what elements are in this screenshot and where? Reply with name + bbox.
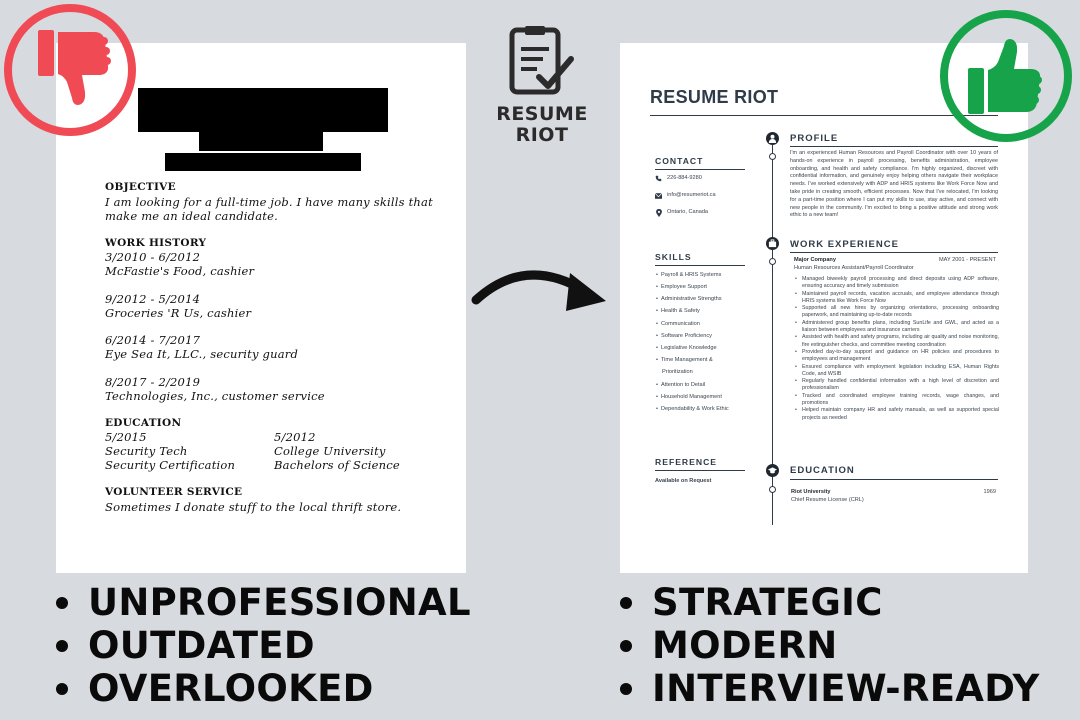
bad-trait-item: UNPROFESSIONAL <box>54 581 471 624</box>
skill-item: • Administrative Strengths <box>656 296 722 302</box>
bad-objective-heading: OBJECTIVE <box>105 181 176 193</box>
skill-item: • Payroll & HRIS Systems <box>656 272 721 278</box>
good-resume-title: RESUME RIOT <box>650 87 779 107</box>
clipboard-check-icon <box>507 25 577 97</box>
person-icon <box>768 134 777 143</box>
contact-phone: 226-884-9280 <box>667 175 702 181</box>
work-bullet: • Administered group benefits plans, including SunLife and GWL, and acted as a liaison between employees and insurance carriers <box>802 320 999 335</box>
thumbs-up-badge <box>940 10 1072 142</box>
bad-edu-item: Security Certification <box>105 458 236 472</box>
title-divider <box>650 115 998 116</box>
skill-item: • Health & Safety <box>656 308 700 314</box>
bad-resume-traits <box>54 581 471 710</box>
work-bullet: • Helped maintain company HR and safety manuals, as well as supported special projects as needed <box>802 407 999 422</box>
bad-job-dates: 8/2017 - 2/2019 <box>105 375 201 389</box>
redacted-name-bar <box>138 88 388 132</box>
profile-timeline-icon <box>766 132 779 145</box>
bad-trait-item: OUTDATED <box>54 624 471 667</box>
bad-job-role: Eye Sea It, LLC., security guard <box>105 347 299 361</box>
thumbs-up-icon <box>948 18 1064 134</box>
skill-item: • Employee Support <box>656 284 707 290</box>
skill-item: • Attention to Detail <box>656 382 705 388</box>
profile-heading: PROFILE <box>790 133 839 144</box>
location-pin-icon <box>656 209 662 217</box>
timeline-node <box>769 258 776 265</box>
curved-arrow-right-icon <box>470 255 620 335</box>
bad-edu-item: College University <box>274 444 386 458</box>
bad-work-heading: WORK HISTORY <box>105 237 207 249</box>
bad-job-role: Technologies, Inc., customer service <box>105 389 325 403</box>
contact-email: info@resumeriot.ca <box>667 192 716 198</box>
school-year: 1969 <box>983 489 996 495</box>
timeline-node <box>769 153 776 160</box>
bad-edu-item: Bachelors of Science <box>274 458 400 472</box>
skill-item: • Communication <box>656 321 700 327</box>
education-heading: EDUCATION <box>790 465 855 476</box>
phone-icon <box>655 175 662 182</box>
contact-location: Ontario, Canada <box>667 209 709 215</box>
profile-text: I'm an experienced Human Resources and Payroll Coordinator with over 10 years of hands-on experience in payroll processing, benefits administration, employee onboarding, and health and safety compliance. I'm highly organized, discreet with confidential information, and genuinely enjoy helping others navigate their workplace needs. I've worked extensively with ADP and HRIS systems like Work Force Now and take pride in creating smooth, efficient processes. Now that I've relocated, I'm looking for a part-time position where I can put my skills to use, stay active, and connect with new people in the community. I'm excited to bring a positive attitude and strong work ethic to a new team! <box>790 150 998 219</box>
bad-job-role: McFastie's Food, cashier <box>105 264 255 278</box>
education-divider <box>790 479 998 480</box>
bad-objective-line: I am looking for a full-time job. I have many skills that <box>105 195 433 209</box>
skill-item: • Dependability & Work Ethic <box>656 406 729 412</box>
resume-riot-logo <box>495 25 590 150</box>
redacted-address-bar <box>165 153 361 171</box>
briefcase-icon <box>768 239 777 248</box>
work-bullet: • Provided day-to-day support and guidance on HR policies and procedures to employees and management <box>802 349 999 364</box>
work-bullet: • Tracked and coordinated employee training records, wage changes, and promotions <box>802 393 999 408</box>
skill-item: • Legislative Knowledge <box>656 345 717 351</box>
thumbs-down-icon <box>12 12 128 128</box>
work-timeline-icon <box>766 237 779 250</box>
bad-edu-date: 5/2015 <box>105 430 147 444</box>
logo-text-line2: RIOT <box>515 124 569 146</box>
bad-volunteer-heading: VOLUNTEER SERVICE <box>105 486 243 498</box>
work-bullet: • Regularly handled confidential information with a high level of discretion and professionalism <box>802 378 999 393</box>
timeline-node <box>769 486 776 493</box>
logo-text-line1: RESUME <box>496 103 588 125</box>
work-bullet: • Assisted with health and safety programs, including air quality and noise monitoring, fire extinguisher checks, and committee meeting coordination <box>802 334 999 349</box>
bad-edu-item: Security Tech <box>105 444 188 458</box>
contact-divider <box>655 169 745 170</box>
skill-item: • Time Management & <box>656 357 713 363</box>
bad-job-role: Groceries 'R Us, cashier <box>105 306 252 320</box>
bad-trait-item: OVERLOOKED <box>54 667 471 710</box>
bad-education-heading: EDUCATION <box>105 417 182 429</box>
thumbs-down-badge <box>4 4 136 136</box>
degree-name: Chief Resume License (CRL) <box>791 497 864 503</box>
skills-heading: SKILLS <box>655 252 692 262</box>
good-trait-item: STRATEGIC <box>618 581 1040 624</box>
education-timeline-icon <box>766 464 779 477</box>
school-name: Riot University <box>791 489 831 495</box>
contact-heading: CONTACT <box>655 156 704 166</box>
bad-job-dates: 3/2010 - 6/2012 <box>105 250 201 264</box>
good-trait-item: MODERN <box>618 624 1040 667</box>
reference-divider <box>655 470 745 471</box>
work-bullet: • Supported all new hires by organizing orientations, processing onboarding paperwork, and maintaining up-to-date records <box>802 305 999 320</box>
skill-item: • Household Management <box>656 394 722 400</box>
graduation-cap-icon <box>768 466 777 475</box>
good-resume-traits <box>618 581 1040 710</box>
work-experience-heading: WORK EXPERIENCE <box>790 239 899 250</box>
work-bullet: • Managed biweekly payroll processing and direct deposits using ADP software, ensuring accuracy and timely submission <box>802 276 999 291</box>
work-divider <box>790 252 998 253</box>
bad-job-dates: 9/2012 - 5/2014 <box>105 292 201 306</box>
skills-divider <box>655 265 745 266</box>
bad-job-dates: 6/2014 - 7/2017 <box>105 333 201 347</box>
good-trait-item: INTERVIEW-READY <box>618 667 1040 710</box>
work-bullet: • Maintained payroll records, vacation accruals, and employee attendance through HRIS systems like Work Force Now <box>802 291 999 306</box>
skill-item-continuation: Prioritization <box>662 369 693 375</box>
reference-text: Available on Request <box>655 478 712 484</box>
job-dates: MAY 2001 - PRESENT <box>939 257 996 263</box>
work-bullet: • Ensured compliance with employment legislation including ESA, Human Rights Code, and WSIB <box>802 364 999 379</box>
profile-divider <box>790 146 998 147</box>
job-title: Human Resources Assistant/Payroll Coordinator <box>794 265 914 271</box>
bad-volunteer-line: Sometimes I donate stuff to the local thrift store. <box>105 500 402 514</box>
bad-objective-line: make me an ideal candidate. <box>105 209 278 223</box>
redacted-contact-bar <box>199 132 323 151</box>
skill-item: • Software Proficiency <box>656 333 712 339</box>
work-bullets <box>794 276 999 422</box>
email-icon <box>655 193 662 199</box>
reference-heading: REFERENCE <box>655 457 718 467</box>
bad-edu-date: 5/2012 <box>274 430 316 444</box>
company-name: Major Company <box>794 257 836 263</box>
